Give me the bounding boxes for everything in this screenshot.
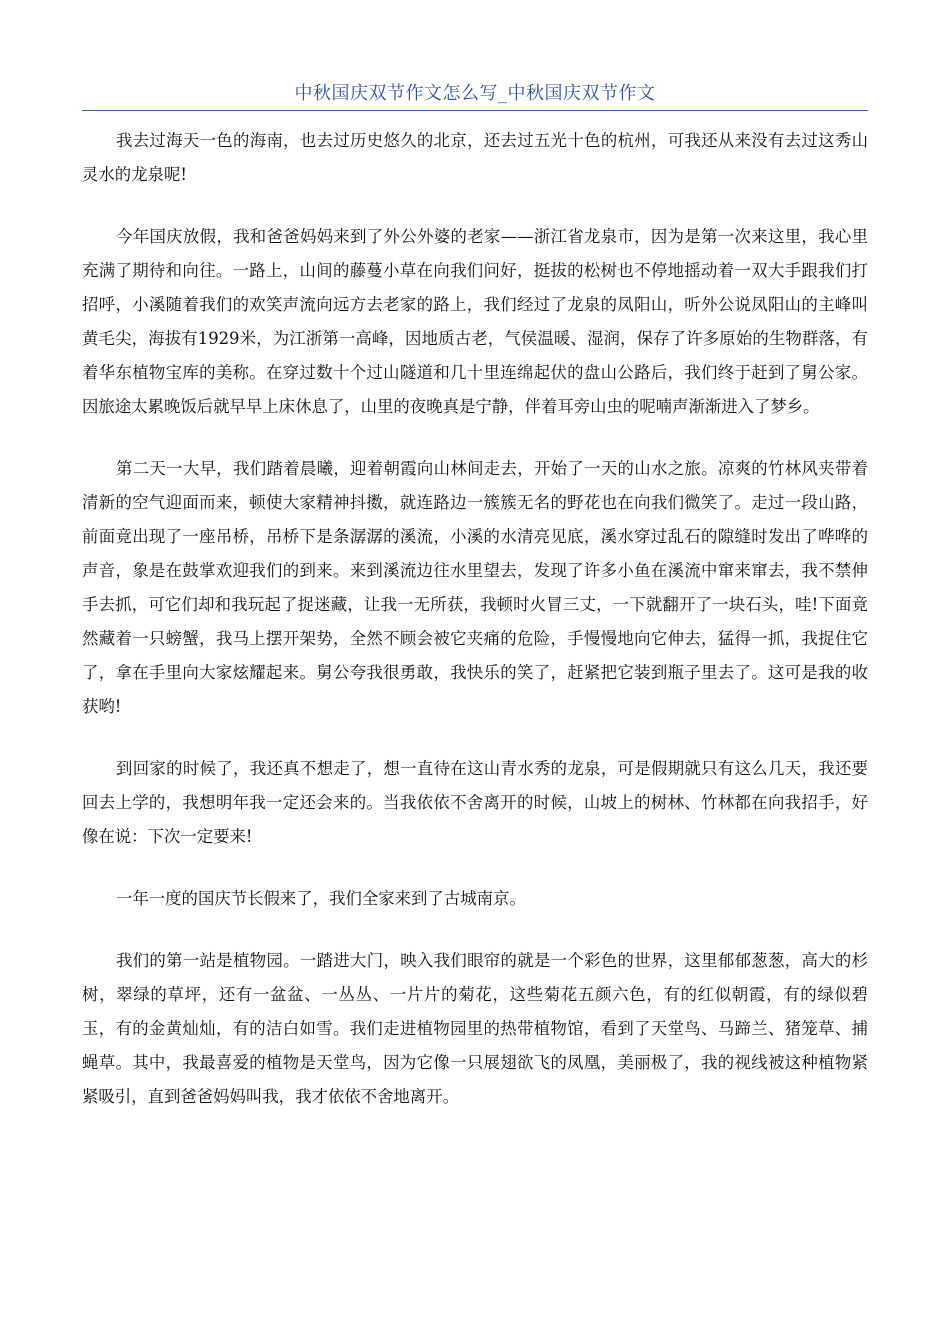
document-body <box>82 124 868 1142</box>
paragraph: 我去过海天一色的海南，也去过历史悠久的北京，还去过五光十色的杭州，可我还从来没有去过这秀山灵水的龙泉呢! <box>82 131 868 184</box>
paragraph: 到回家的时候了，我还真不想走了，想一直待在这山青水秀的龙泉，可是假期就只有这么几天，我还要回去上学的，我想明年我一定还会来的。当我依依不舍离开的时候，山坡上的树林、竹林都在向我招手，好像在说：下次一定要来! <box>82 759 868 846</box>
paragraph: 今年国庆放假，我和爸爸妈妈来到了外公外婆的老家——浙江省龙泉市，因为是第一次来这里，我心里充满了期待和向往。一路上，山间的藤蔓小草在向我们问好，挺拔的松树也不停地摇动着一双大手跟我们打招呼，小溪随着我们的欢笑声流向远方去老家的路上，我们经过了龙泉的凤阳山，听外公说凤阳山的主峰叫黄毛尖，海拔有1929米，为江浙第一高峰，因地质古老，气侯温暖、湿润，保存了许多原始的生物群落，有着华东植物宝库的美称。在穿过数十个过山隧道和几十里连绵起伏的盘山公路后，我们终于赶到了舅公家。因旅途太累晚饭后就早早上床休息了，山里的夜晚真是宁静，伴着耳旁山虫的呢喃声渐渐进入了梦乡。 <box>82 227 868 416</box>
paragraph: 一年一度的国庆节长假来了，我们全家来到了古城南京。 <box>116 889 526 908</box>
document-header <box>82 80 868 111</box>
document-title: 中秋国庆双节作文怎么写_中秋国庆双节作文 <box>294 83 656 104</box>
paragraph: 我们的第一站是植物园。一踏进大门，映入我们眼帘的就是一个彩色的世界，这里郁郁葱葱，高大的杉树，翠绿的草坪，还有一盆盆、一丛丛、一片片的菊花，这些菊花五颜六色，有的红似朝霞，有的绿似碧玉，有的金黄灿灿，有的洁白如雪。我们走进植物园里的热带植物馆，看到了天堂鸟、马蹄兰、猪笼草、捕蝇草。其中，我最喜爱的植物是天堂鸟，因为它像一只展翅欲飞的凤凰，美丽极了，我的视线被这种植物紧紧吸引，直到爸爸妈妈叫我，我才依依不舍地离开。 <box>82 951 868 1106</box>
paragraph: 第二天一大早，我们踏着晨曦，迎着朝霞向山林间走去，开始了一天的山水之旅。凉爽的竹林风夹带着清新的空气迎面而来，顿使大家精神抖擞，就连路边一簇簇无名的野花也在向我们微笑了。走过一段山路，前面竟出现了一座吊桥，吊桥下是条潺潺的溪流，小溪的水清亮见底，溪水穿过乱石的隙缝时发出了哗哗的声音，象是在鼓掌欢迎我们的到来。来到溪流边往水里望去，发现了许多小鱼在溪流中窜来窜去，我不禁伸手去抓，可它们却和我玩起了捉迷藏，让我一无所获，我顿时火冒三丈，一下就翻开了一块石头，哇!下面竟然藏着一只螃蟹，我马上摆开架势，全然不顾会被它夹痛的危险，手慢慢地向它伸去，猛得一抓，我捉住它了，拿在手里向大家炫耀起来。舅公夸我很勇敢，我快乐的笑了，赶紧把它装到瓶子里去了。这可是我的收获哟! <box>82 459 868 716</box>
